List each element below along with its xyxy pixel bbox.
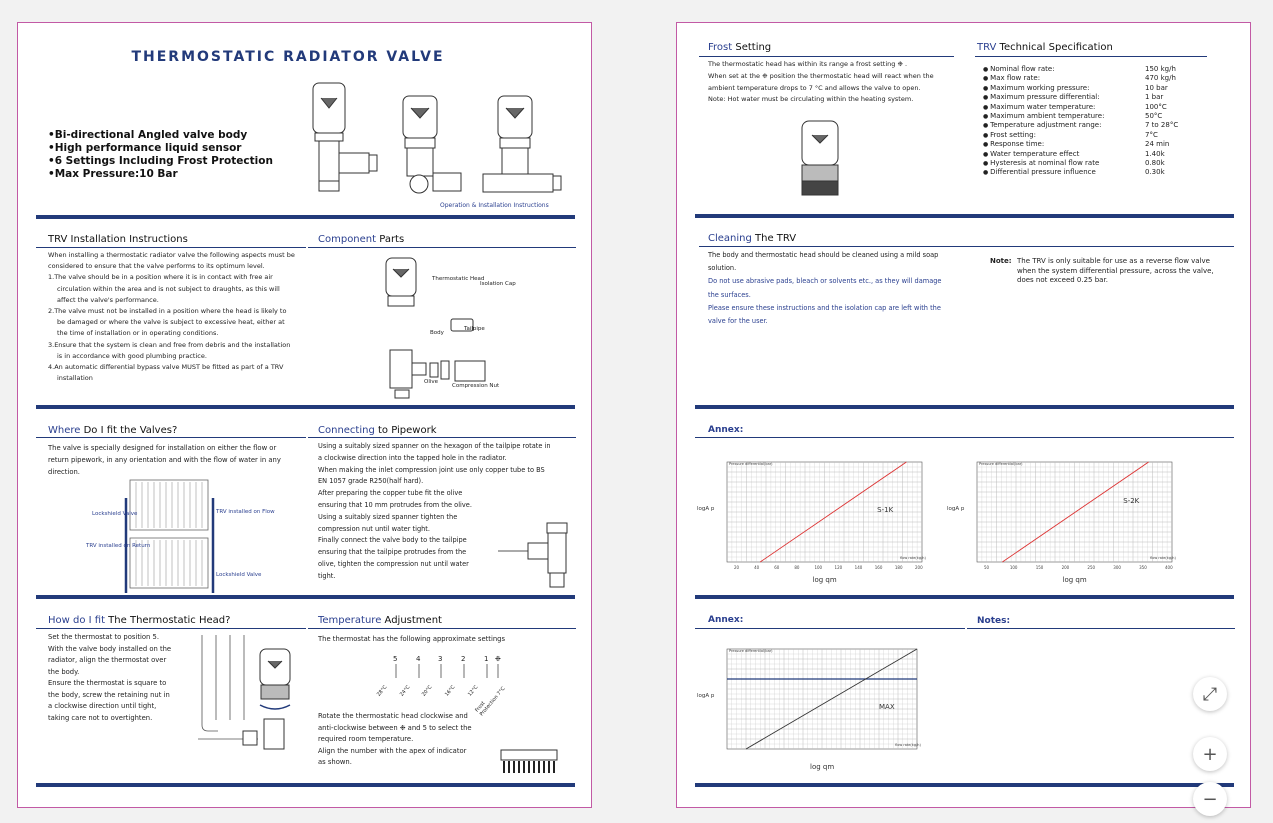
notes-heading: Notes: [977, 616, 1011, 626]
label-lockshield-top: Lockshield Valve [92, 511, 138, 517]
spec-value: 24 min [1145, 140, 1170, 149]
spec-value: 0.30k [1145, 168, 1165, 177]
text-line: Align the number with the apex of indicator [318, 746, 467, 755]
spec-row [983, 103, 1178, 112]
temperature-scale [375, 655, 510, 718]
flow-label: flow rate(kg/h) [895, 743, 921, 747]
temperature-heading [318, 615, 442, 626]
chart-title: Pressure differential(bar) [729, 649, 773, 653]
spec-key: ● Frost setting: [983, 131, 1145, 140]
text-line: When making the inlet compression joint use only copper tube to BS [318, 465, 545, 474]
label-trv-return: TRV installed on Return [86, 543, 151, 549]
howfit-body [48, 632, 198, 724]
y-axis-label: logA p [697, 693, 715, 699]
text-line: the time of installation or in operating conditions. [57, 329, 219, 338]
feature-item: • 6 Settings Including Frost Protection [48, 155, 273, 168]
x-tick-label: 250 [1087, 565, 1096, 570]
text-line: When set at the ❉ position the thermostatic head will react when the [708, 71, 934, 80]
text-line: solution. [708, 264, 737, 273]
label-compression-nut: Compression Nut [452, 383, 500, 389]
x-tick-label: 120 [834, 565, 843, 570]
heading-rest: The Thermostatic Head? [105, 615, 231, 626]
spec-value: 50°C [1145, 112, 1163, 121]
text-line: Using a suitably sized spanner tighten the [318, 512, 458, 521]
text-line: taking care not to overtighten. [48, 713, 153, 722]
x-tick-label: 80 [794, 565, 800, 570]
heading-rule [308, 628, 576, 629]
text-line: ensuring that 10 mm protrudes from the olive. [318, 500, 472, 509]
spec-row [983, 159, 1178, 168]
annex-heading-2: Annex: [708, 615, 744, 625]
zoom-out-button[interactable]: − [1193, 782, 1227, 816]
setting-temp: 16°C [443, 684, 457, 698]
heading-rule [36, 628, 306, 629]
heading-rest: to Pipework [374, 425, 437, 436]
frost-symbol-icon: ❉ [495, 655, 501, 663]
spec-key: ● Hysteresis at nominal flow rate [983, 159, 1145, 168]
text-line: The TRV is only suitable for use as a reverse flow valve [1017, 257, 1210, 265]
x-tick-label: 200 [915, 565, 923, 570]
heading-accent: Component [318, 234, 377, 245]
divider [36, 215, 575, 219]
note-text [1017, 257, 1214, 286]
heading-accent: Temperature [318, 615, 382, 626]
x-axis-label: log qm [1062, 576, 1087, 584]
chart-s2k [947, 456, 1182, 586]
text-line: The body and thermostatic head should be cleaned using a mild soap [708, 251, 939, 259]
spec-key: ● Maximum water temperature: [983, 103, 1145, 112]
flow-label: flow rate(kg/h) [900, 556, 926, 560]
x-tick-label: 300 [1113, 565, 1121, 570]
setting-number: 4 [416, 655, 421, 663]
heading-rule [695, 437, 1234, 438]
heading-rest: Adjustment [381, 615, 442, 626]
flow-label: flow rate(kg/h) [1150, 556, 1176, 560]
curve-label: S-1K [877, 506, 894, 514]
spec-value: 1 bar [1145, 93, 1164, 102]
curve-label: MAX [879, 703, 895, 711]
text-line: radiator, align the thermostat over [48, 656, 167, 664]
text-line: as shown. [318, 758, 352, 767]
spec-row [983, 150, 1178, 159]
text-line: affect the valve's performance. [57, 295, 159, 304]
indicator-illustration [500, 749, 560, 775]
feature-item: • High performance liquid sensor [48, 142, 273, 155]
label-thermostatic-head: Thermostatic Head [432, 276, 485, 282]
text-line: a clockwise direction into the tapped hole in the radiator. [318, 453, 507, 462]
divider [695, 214, 1234, 218]
text-line: circulation within the area and is not subject to draughts, as this will [57, 284, 280, 293]
divider [695, 595, 1234, 599]
text-line: The thermostatic head has within its range a frost setting ❉ . [708, 60, 908, 68]
spec-key: ● Response time: [983, 140, 1145, 149]
text-line: installation [57, 374, 93, 383]
x-tick-label: 100 [1009, 565, 1018, 570]
divider [36, 783, 575, 787]
setting-temp: 12°C [466, 684, 480, 698]
chart-max [697, 643, 927, 773]
heading-rest: The TRV [751, 233, 797, 244]
spec-row [983, 168, 1178, 177]
page-1 [17, 22, 592, 808]
temperature-intro: The thermostat has the following approximate settings [318, 635, 506, 643]
label-tailpipe: Tailpipe [464, 326, 485, 332]
feature-item: • Max Pressure:10 Bar [48, 168, 273, 181]
divider [695, 783, 1234, 787]
annex-heading-1: Annex: [708, 425, 744, 435]
x-tick-label: 350 [1139, 565, 1147, 570]
spec-row [983, 65, 1178, 74]
heading-accent: Cleaning [708, 233, 752, 244]
spec-row [983, 131, 1178, 140]
component-heading [318, 234, 404, 245]
cleaning-heading [708, 233, 796, 244]
text-line: compression nut until water tight. [318, 524, 430, 533]
chart-title: Pressure differential(bar) [979, 462, 1023, 466]
operation-caption: Operation & Installation Instructions [440, 202, 549, 209]
label-body: Body [430, 330, 444, 336]
x-axis-label: log qm [810, 763, 835, 771]
zoom-in-button[interactable]: + [1193, 737, 1227, 771]
x-tick-label: 60 [774, 565, 780, 570]
heading-rule [308, 437, 576, 438]
text-line: 1.The valve should be in a position where it is in contact with free air [48, 273, 273, 282]
spec-value: 7°C [1145, 130, 1158, 139]
spec-key: ● Max flow rate: [983, 74, 1145, 83]
spec-value: 0.80k [1145, 159, 1165, 168]
divider [36, 405, 575, 409]
spec-key: ● Differential pressure influence [983, 168, 1145, 177]
text-line: a clockwise direction until tight, [48, 702, 157, 710]
text-line: After preparing the copper tube fit the olive [318, 489, 463, 498]
heading-accent: Connecting [318, 425, 375, 436]
text-line: Using a suitably sized spanner on the hexagon of the tailpipe rotate in [318, 442, 551, 450]
setting-number: 2 [461, 655, 466, 663]
setting-temp: Frost Protection 7°C [474, 685, 507, 718]
spec-row [983, 93, 1178, 102]
heading-rule [36, 437, 306, 438]
spec-key: ● Maximum pressure differential: [983, 93, 1145, 102]
heading-rule [699, 246, 1234, 247]
text-line: does not exceed 0.25 bar. [1017, 276, 1108, 284]
heading-accent: How do I fit [48, 615, 105, 626]
text-line: When installing a thermostatic radiator valve the following aspects must be [48, 251, 295, 259]
collapse-view-button[interactable]: ⤢ [1193, 677, 1227, 711]
heading-rule [699, 56, 954, 57]
text-line: EN 1057 grade R250(half hard). [318, 477, 424, 486]
curve-label: S-2K [1123, 497, 1140, 505]
spec-key: ● Water temperature effect [983, 150, 1145, 159]
label-trv-flow: TRV installed on Flow [216, 509, 275, 515]
spec-table [983, 65, 1178, 178]
frost-head-illustration [799, 119, 844, 199]
cleaning-body [708, 249, 968, 328]
text-line: 3.Ensure that the system is clean and free from debris and the installation [48, 340, 291, 349]
spec-row [983, 74, 1178, 83]
text-line: 2.The valve must not be installed in a position where the head is likely to [48, 307, 287, 316]
x-tick-label: 400 [1165, 565, 1173, 570]
text-line: tight. [318, 571, 336, 580]
spec-key: ● Temperature adjustment range: [983, 121, 1145, 130]
divider [36, 595, 575, 599]
x-tick-label: 200 [1061, 565, 1070, 570]
install-heading: TRV Installation Instructions [48, 234, 188, 245]
where-body: The valve is specially designed for installation on either the flow or return pipework, in any orientation and with the flow of water in any direction. [48, 444, 281, 476]
y-axis-label: logA p [697, 506, 715, 512]
divider [695, 405, 1234, 409]
text-line: 4.An automatic differential bypass valve MUST be fitted as part of a TRV [48, 363, 284, 372]
text-line: is in accordance with good plumbing practice. [57, 351, 207, 360]
heading-rest: Setting [732, 42, 772, 53]
spec-heading [977, 42, 1113, 53]
page-title: THERMOSTATIC RADIATOR VALVE [131, 49, 445, 65]
text-line: Rotate the thermostatic head clockwise and [318, 712, 468, 720]
heading-rest: Technical Specification [996, 42, 1113, 53]
setting-temp: 20°C [420, 684, 434, 698]
spec-key: ● Maximum working pressure: [983, 84, 1145, 93]
text-line: Please ensure these instructions and the isolation cap are left with the [708, 303, 941, 312]
x-tick-label: 180 [894, 565, 903, 570]
setting-number: 1 [484, 655, 489, 663]
text-line: the surfaces. [708, 290, 751, 299]
text-line: Note: Hot water must be circulating within the heating system. [708, 95, 914, 104]
spec-row [983, 112, 1178, 121]
text-line: required room temperature. [318, 735, 414, 744]
valves-illustration [303, 78, 563, 198]
text-line: when the system differential pressure, across the valve, [1017, 266, 1214, 275]
note-label: Note: [990, 257, 1012, 265]
text-line: be damaged or where the valve is subject to excessive heat, either at [57, 318, 285, 327]
setting-number: 5 [393, 655, 398, 663]
scale-ticks [390, 664, 505, 680]
feature-item: • Bi-directional Angled valve body [48, 129, 273, 142]
heading-rule [695, 628, 965, 629]
text-line: Finally connect the valve body to the tailpipe [318, 536, 467, 545]
text-line: the body, screw the retaining nut in [48, 690, 170, 699]
head-fitting-illustration [198, 635, 298, 760]
text-line: olive, tighten the compression nut until water [318, 559, 469, 568]
heading-rule [308, 247, 576, 248]
heading-accent: Where [48, 425, 81, 436]
spec-value: 470 kg/h [1145, 74, 1176, 83]
spec-key: ● Nominal flow rate: [983, 65, 1145, 74]
text-line: Do not use abrasive pads, bleach or solvents etc., as they will damage [708, 277, 942, 286]
x-axis-label: log qm [812, 576, 837, 584]
text-line: ambient temperature drops to 7 °C and allows the valve to open. [708, 83, 921, 92]
text-line: considered to ensure that the valve performs to its optimum level. [48, 262, 265, 271]
spec-value: 150 kg/h [1145, 65, 1176, 73]
text-line: Ensure the thermostat is square to [48, 679, 167, 687]
heading-accent: TRV [977, 42, 997, 53]
chart-s1k [697, 456, 927, 586]
heading-rest: Parts [376, 234, 405, 245]
x-tick-label: 140 [854, 565, 863, 570]
spec-value: 1.40k [1145, 149, 1165, 158]
temperature-body [318, 711, 508, 769]
setting-temp: 24°C [398, 684, 412, 698]
y-axis-label: logA p [947, 506, 965, 512]
spec-row [983, 140, 1178, 149]
spec-row [983, 84, 1178, 93]
setting-number: 3 [438, 655, 443, 663]
howfit-heading [48, 615, 230, 626]
where-heading [48, 425, 177, 436]
feature-list [48, 129, 273, 181]
spec-value: 7 to 28°C [1145, 121, 1179, 130]
x-tick-label: 160 [874, 565, 883, 570]
label-lockshield-bottom: Lockshield Valve [216, 572, 262, 578]
text-line: the body. [48, 667, 80, 676]
label-olive: Olive [424, 379, 439, 385]
frost-body [708, 59, 958, 106]
connecting-heading [318, 425, 437, 436]
frost-heading [708, 42, 771, 53]
text-line: With the valve body installed on the [48, 644, 172, 653]
spec-row [983, 121, 1178, 130]
spec-value: 10 bar [1145, 83, 1168, 92]
heading-accent: Frost [708, 42, 733, 53]
heading-rule [967, 628, 1235, 629]
text-line: anti-clockwise between ❉ and 5 to select the [318, 723, 472, 732]
x-tick-label: 100 [814, 565, 823, 570]
x-tick-label: 50 [984, 565, 990, 570]
heading-rule [975, 56, 1207, 57]
chart-title: Pressure differential(bar) [729, 462, 773, 466]
text-line: valve for the user. [708, 317, 768, 326]
x-tick-label: 40 [754, 565, 760, 570]
pipework-illustration [498, 493, 573, 593]
spec-value: 100°C [1145, 102, 1167, 111]
spec-key: ● Maximum ambient temperature: [983, 112, 1145, 121]
label-isolation-cap: Isolation Cap [480, 281, 516, 287]
radiator-illustration [88, 478, 218, 593]
text-line: Set the thermostat to position 5. [48, 633, 159, 641]
heading-rule [36, 247, 306, 248]
heading-rest: Do I fit the Valves? [80, 425, 178, 436]
setting-temp: 28°C [375, 684, 389, 698]
x-tick-label: 20 [734, 565, 740, 570]
text-line: ensuring that the tailpipe protrudes from the [318, 548, 467, 557]
page-2 [676, 22, 1251, 808]
install-body [48, 250, 308, 384]
x-tick-label: 150 [1035, 565, 1044, 570]
